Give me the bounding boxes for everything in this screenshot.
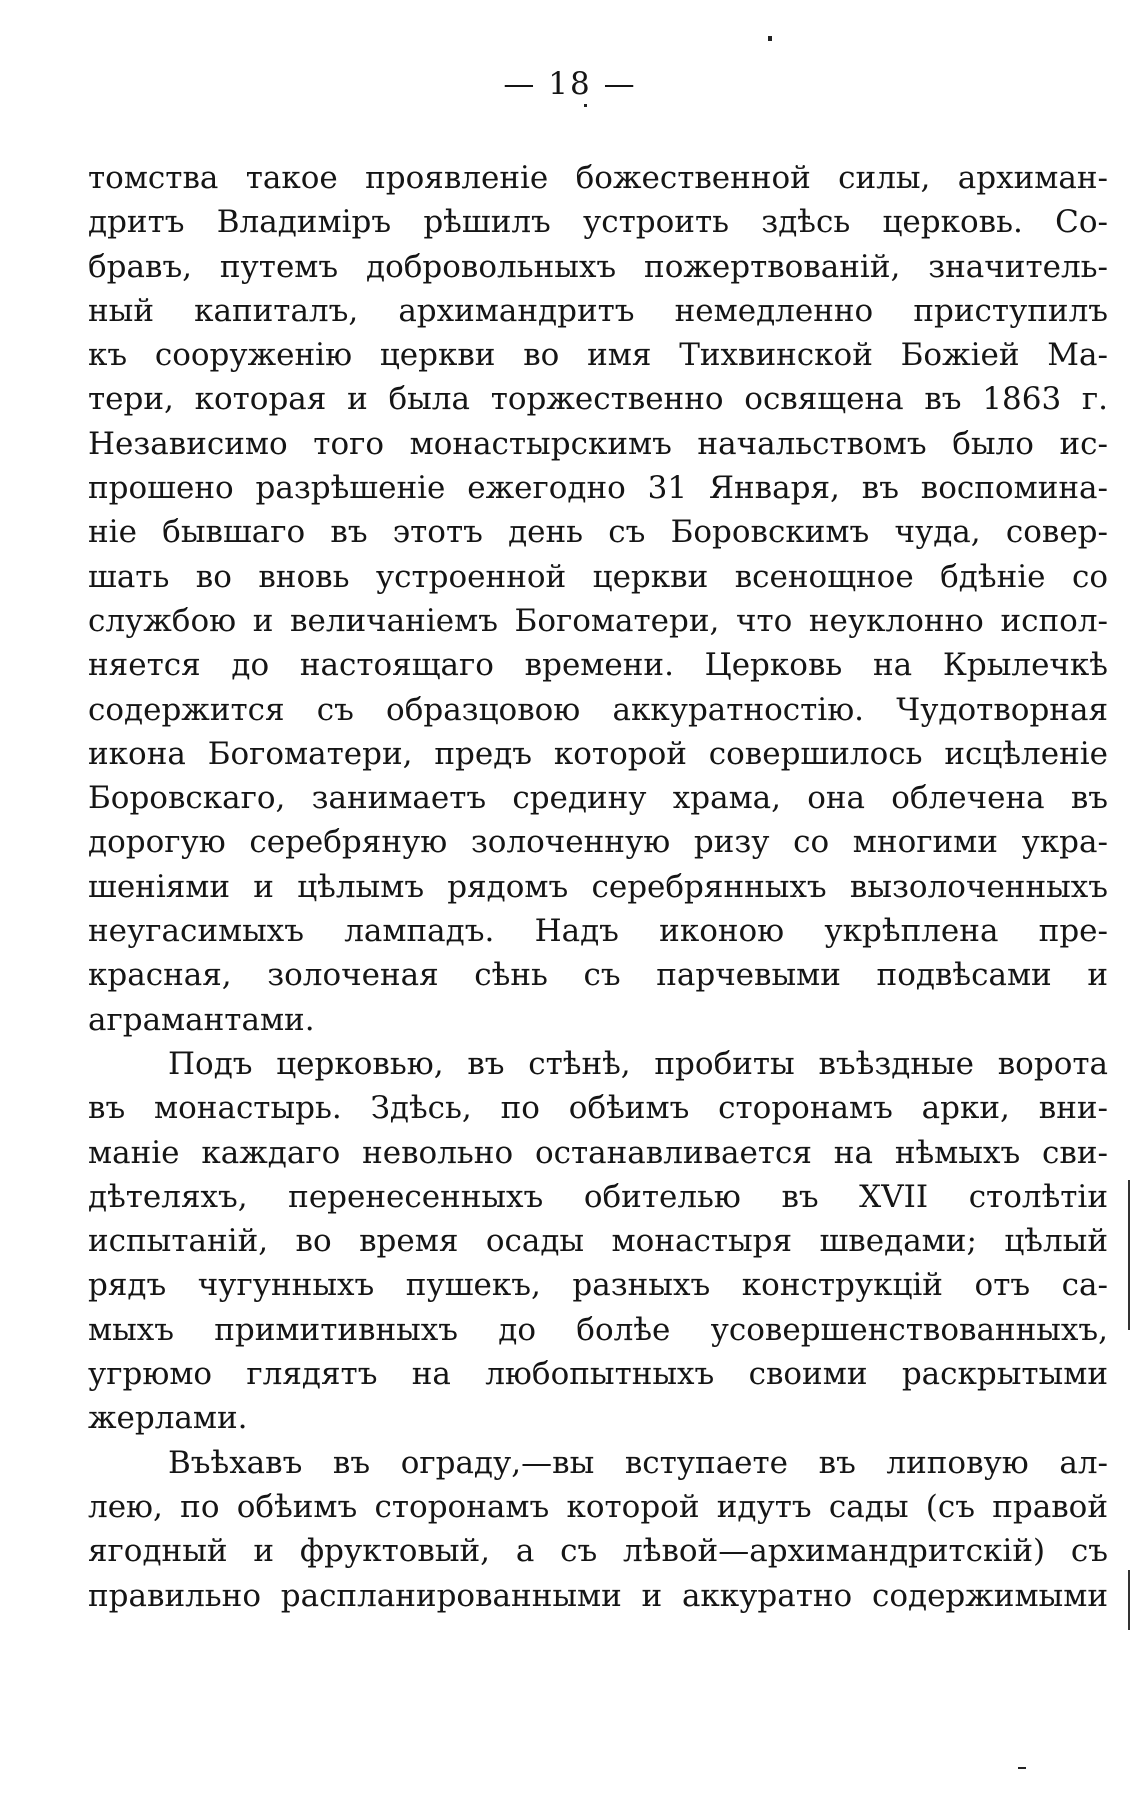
text-line: ягодный и фруктовый, а съ лѣвой—архимандритскій) съ bbox=[88, 1533, 1108, 1570]
text-line: содержится съ образцовою аккуратностію. Чудотворная bbox=[88, 691, 1108, 728]
page-number: — 18 — bbox=[503, 66, 637, 102]
text-line: въ монастырь. Здѣсь, по обѣимъ сторонамъ арки, вни- bbox=[88, 1090, 1108, 1127]
text-line: дѣтеляхъ, перенесенныхъ обителью въ XVII столѣтіи bbox=[88, 1178, 1108, 1215]
text-line: правильно распланированными и аккуратно содержимыми bbox=[88, 1577, 1108, 1614]
text-line: ніе бывшаго въ этотъ день съ Боровскимъ чуда, совер- bbox=[88, 514, 1108, 551]
text-line: Подъ церковью, въ стѣнѣ, пробиты въѣздные ворота bbox=[168, 1045, 1108, 1082]
text-line: икона Богоматери, предъ которой совершилось исцѣленіе bbox=[88, 735, 1108, 772]
text-line: аграмантами. bbox=[88, 1001, 315, 1038]
text-line: шать во вновь устроенной церкви всенощное бдѣніе со bbox=[88, 558, 1108, 595]
print-speck bbox=[1018, 1767, 1026, 1769]
text-line: лею, по обѣимъ сторонамъ которой идутъ сады (съ правой bbox=[88, 1488, 1108, 1525]
text-line: дорогую серебряную золоченную ризу со многими укра- bbox=[88, 824, 1108, 861]
text-line: службою и величаніемъ Богоматери, что неуклонно испол- bbox=[88, 602, 1108, 639]
text-line: дритъ Владиміръ рѣшилъ устроить здѣсь церковь. Со- bbox=[88, 204, 1108, 241]
text-line: маніе каждаго невольно останавливается на нѣмыхъ сви- bbox=[88, 1134, 1108, 1171]
body-text bbox=[88, 156, 1108, 1618]
text-line: томства такое проявленіе божественной силы, архиман- bbox=[88, 160, 1108, 196]
text-line: красная, золоченая сѣнь съ парчевыми подвѣсами и bbox=[88, 957, 1108, 994]
text-line: угрюмо глядятъ на любопытныхъ своими раскрытыми bbox=[88, 1356, 1108, 1393]
text-line: Независимо того монастырскимъ начальствомъ было ис- bbox=[88, 425, 1108, 462]
text-line: шеніями и цѣлымъ рядомъ серебрянныхъ вызолоченныхъ bbox=[88, 868, 1108, 905]
text-line: няется до настоящаго времени. Церковь на Крылечкѣ bbox=[88, 647, 1108, 684]
text-line: жерлами. bbox=[88, 1400, 248, 1437]
text-line: бравъ, путемъ добровольныхъ пожертвованій, значитель- bbox=[88, 248, 1108, 285]
text-line: Боровскаго, занимаетъ средину храма, она облечена въ bbox=[88, 780, 1108, 817]
text-line: ный капиталъ, архимандритъ немедленно приступилъ bbox=[88, 292, 1108, 329]
text-line: неугасимыхъ лампадъ. Надъ иконою укрѣплена пре- bbox=[88, 913, 1108, 950]
margin-rule bbox=[1128, 1180, 1130, 1330]
text-line: прошено разрѣшеніе ежегодно 31 Января, въ воспомина- bbox=[88, 470, 1108, 507]
text-line: тери, которая и была торжественно освящена въ 1863 г. bbox=[88, 381, 1108, 418]
text-line: испытаній, во время осады монастыря шведами; цѣлый bbox=[88, 1223, 1108, 1260]
text-line: рядъ чугунныхъ пушекъ, разныхъ конструкцій отъ са- bbox=[88, 1267, 1108, 1304]
print-speck bbox=[584, 104, 587, 107]
text-line: Въѣхавъ въ ограду,—вы вступаете въ липовую ал- bbox=[168, 1444, 1108, 1481]
margin-rule bbox=[1128, 1570, 1130, 1630]
print-speck bbox=[768, 36, 772, 41]
text-line: мыхъ примитивныхъ до болѣе усовершенствованныхъ, bbox=[88, 1311, 1108, 1348]
text-line: къ сооруженію церкви во имя Тихвинской Божіей Ма- bbox=[88, 337, 1108, 374]
